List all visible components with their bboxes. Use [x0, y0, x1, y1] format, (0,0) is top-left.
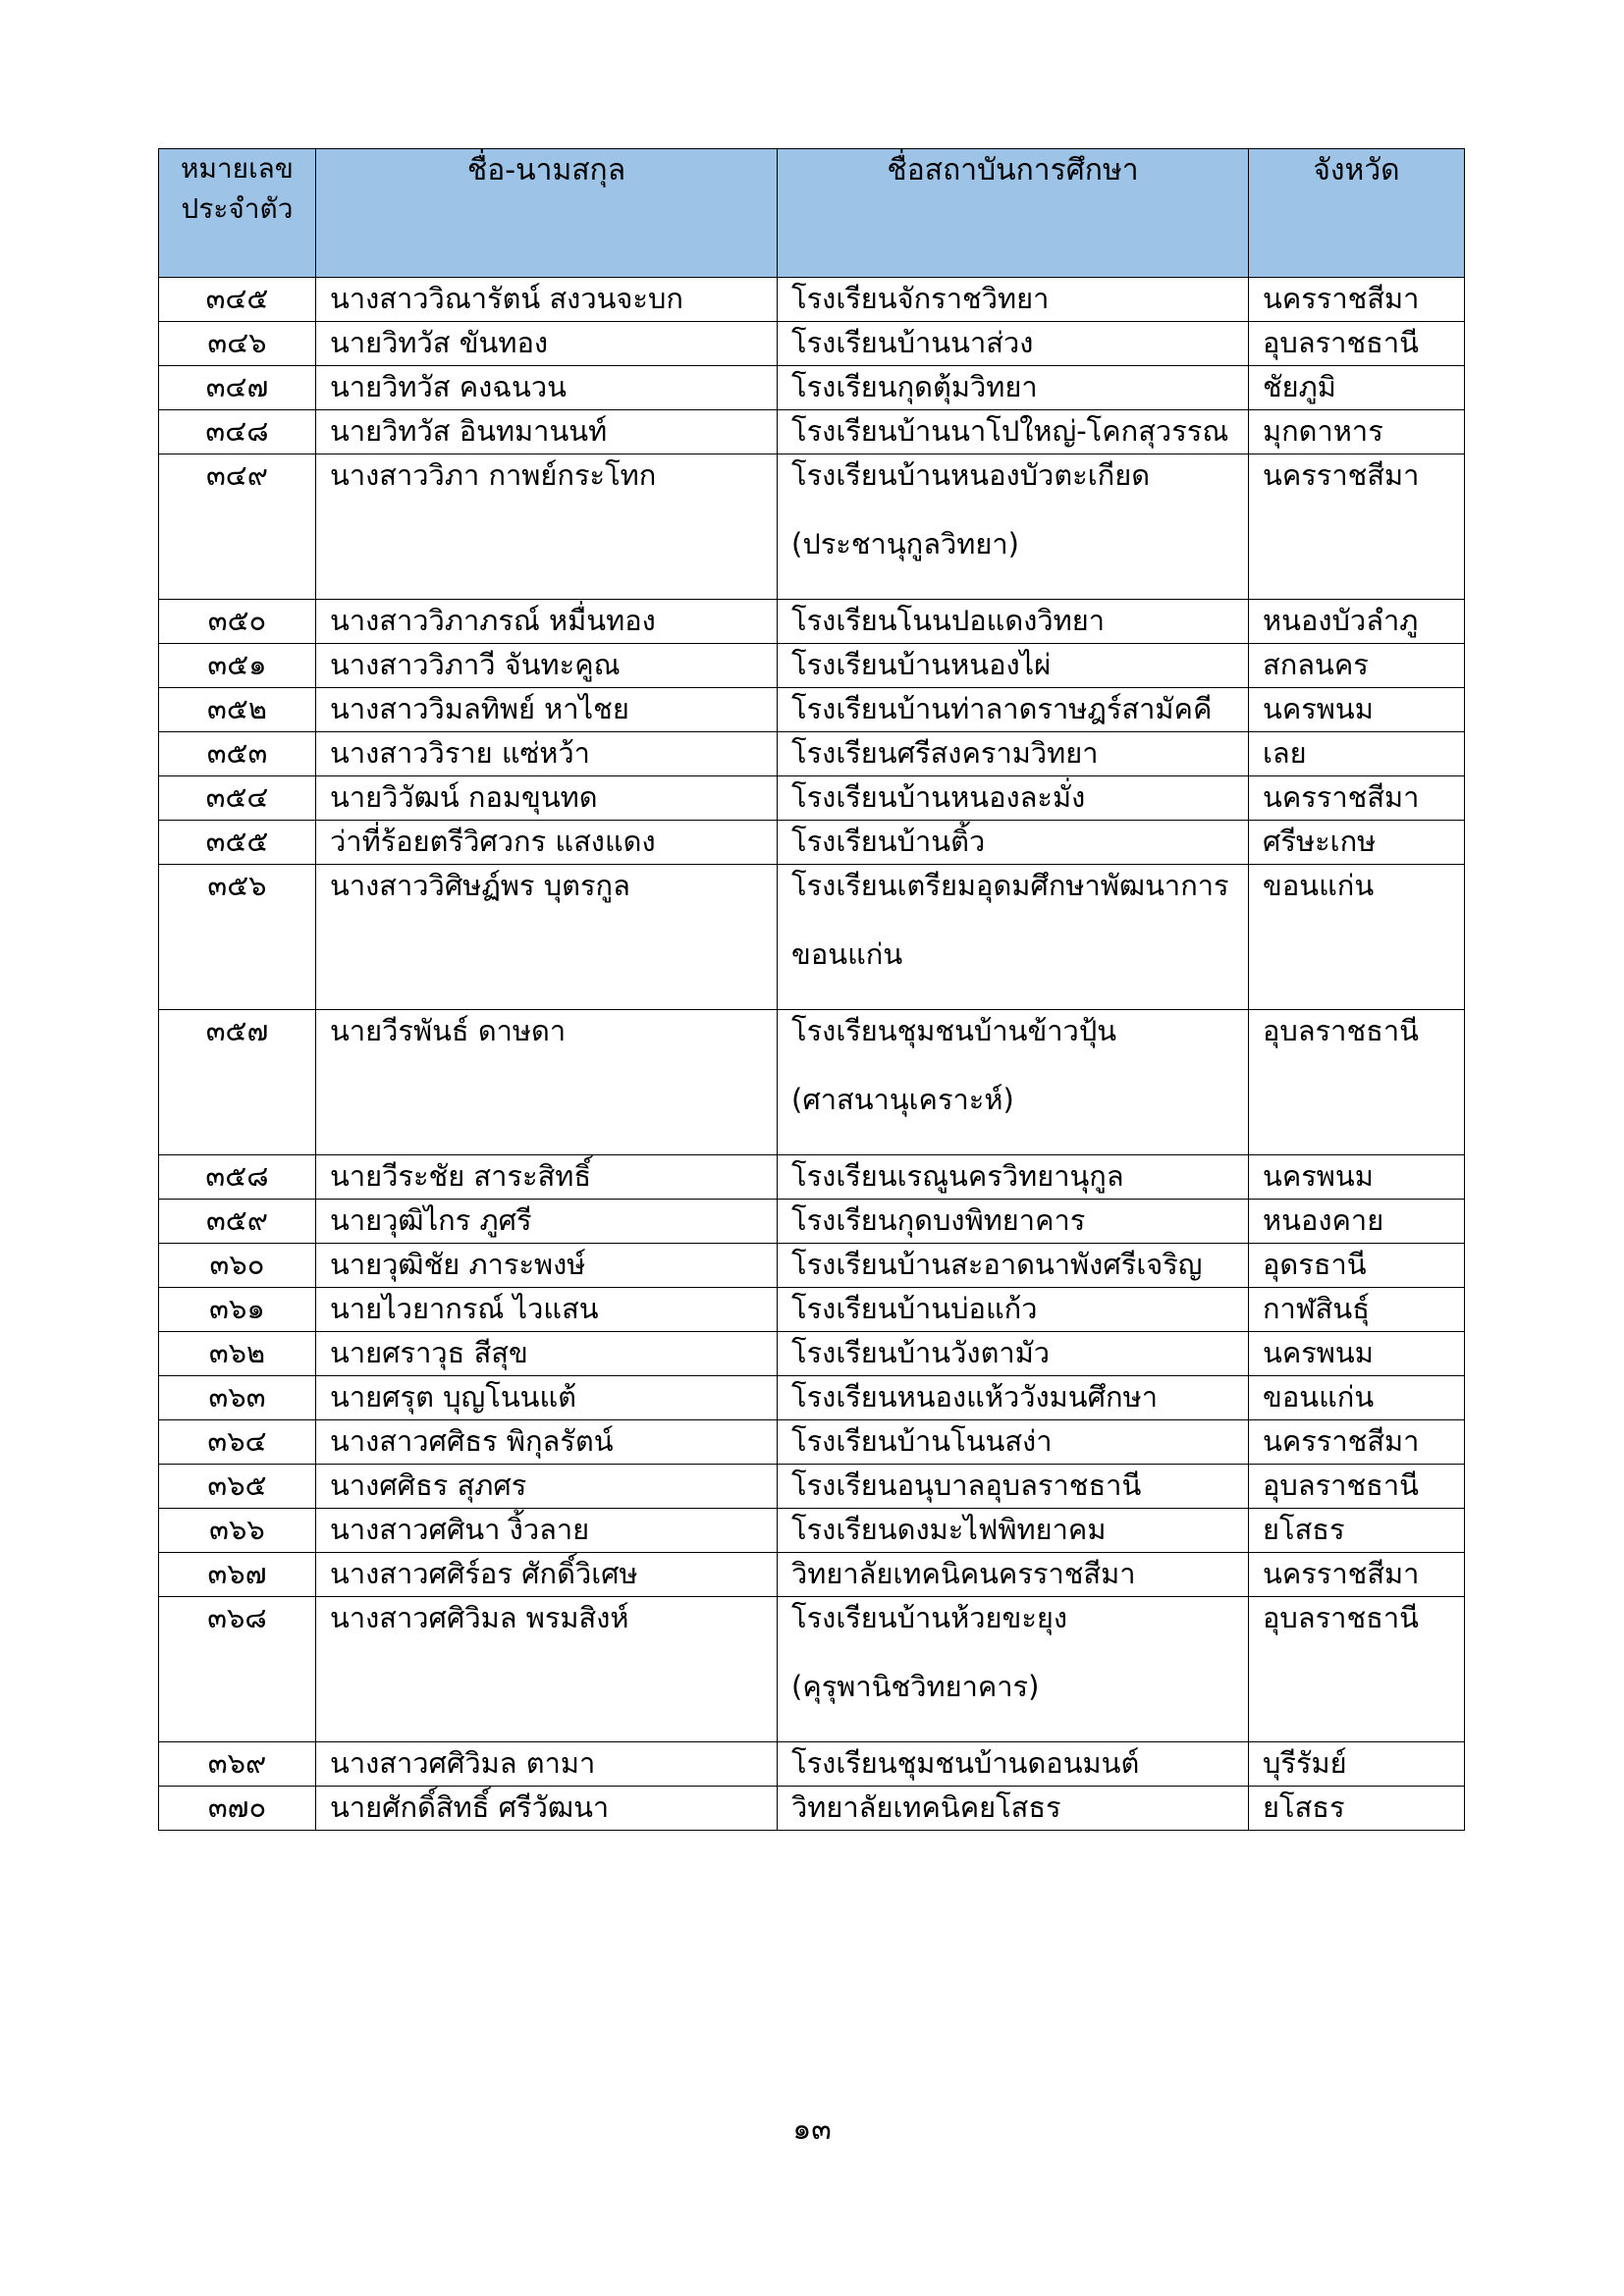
- cell-school: [778, 1465, 1249, 1509]
- cell-school: [778, 1420, 1249, 1465]
- table-row: [159, 1742, 1465, 1787]
- table-header: [159, 149, 1465, 278]
- cell-id: ๓๔๕: [159, 278, 316, 322]
- cell-school: [778, 410, 1249, 454]
- table-row: [159, 410, 1465, 454]
- cell-id: ๓๖๙: [159, 1742, 316, 1787]
- cell-id: ๓๕๗: [159, 1010, 316, 1155]
- table-row: [159, 322, 1465, 366]
- cell-id: ๓๖๑: [159, 1288, 316, 1332]
- cell-province: นครพนม: [1249, 688, 1465, 732]
- cell-province: กาฬสินธุ์: [1249, 1288, 1465, 1332]
- cell-school-line1: โรงเรียนบ้านหนองละมั่ง: [791, 780, 1086, 814]
- cell-name: นายศักดิ์สิทธิ์ ศรีวัฒนา: [316, 1787, 778, 1831]
- table-row: [159, 1288, 1465, 1332]
- cell-name: นางสาววิมลทิพย์ หาไชย: [316, 688, 778, 732]
- cell-name: นางสาววิณารัตน์ สงวนจะบก: [316, 278, 778, 322]
- cell-id: ๓๕๘: [159, 1155, 316, 1200]
- cell-school: [778, 688, 1249, 732]
- cell-name: นางสาวศศินา งิ้วลาย: [316, 1509, 778, 1553]
- cell-name: นางสาวศศิร์อร ศักดิ์วิเศษ: [316, 1553, 778, 1597]
- cell-school-line2: ขอนแก่น: [791, 936, 903, 971]
- table-row: [159, 1155, 1465, 1200]
- cell-province: นครราชสีมา: [1249, 776, 1465, 821]
- cell-name: นายศราวุธ สีสุข: [316, 1332, 778, 1376]
- cell-name: นางสาวศศิธร พิกุลรัตน์: [316, 1420, 778, 1465]
- cell-id: ๓๕๔: [159, 776, 316, 821]
- cell-name: นางสาววิศิษฏ์พร บุตรกูล: [316, 865, 778, 1010]
- cell-id: ๓๕๒: [159, 688, 316, 732]
- cell-province: อุบลราชธานี: [1249, 1010, 1465, 1155]
- header-row: [159, 149, 1465, 278]
- table-row: [159, 776, 1465, 821]
- cell-province: หนองคาย: [1249, 1200, 1465, 1244]
- cell-school-line2: (คุรุพานิชวิทยาคาร): [791, 1669, 1040, 1703]
- table-row: [159, 1244, 1465, 1288]
- cell-id: ๓๕๙: [159, 1200, 316, 1244]
- cell-name: นางสาวศศิวิมล พรมสิงห์: [316, 1597, 778, 1742]
- cell-province: อุบลราชธานี: [1249, 322, 1465, 366]
- cell-name: นางสาวศศิวิมล ตามา: [316, 1742, 778, 1787]
- column-header-province: จังหวัด: [1249, 149, 1465, 278]
- cell-province: นครราชสีมา: [1249, 1420, 1465, 1465]
- cell-name: นางสาววิภา กาพย์กระโทก: [316, 454, 778, 600]
- cell-id: ๓๖๓: [159, 1376, 316, 1420]
- cell-province: อุดรธานี: [1249, 1244, 1465, 1288]
- page-number: ๑๓: [792, 2112, 832, 2147]
- cell-school-line1: โรงเรียนบ้านหนองไผ่: [791, 648, 1052, 681]
- cell-school: [778, 1509, 1249, 1553]
- cell-school-line1: โรงเรียนดงมะไฟพิทยาคม: [791, 1513, 1107, 1546]
- cell-name: นายวิทวัส คงฉนวน: [316, 366, 778, 410]
- cell-school-line1: โรงเรียนบ้านนาส่วง: [791, 326, 1034, 359]
- cell-school-line1: โรงเรียนศรีสงครามวิทยา: [791, 736, 1099, 770]
- cell-id: ๓๖๔: [159, 1420, 316, 1465]
- cell-school-line1: โรงเรียนบ้านติ้ว: [791, 825, 986, 858]
- cell-id: ๓๕๖: [159, 865, 316, 1010]
- table-row: [159, 644, 1465, 688]
- cell-name: นายวุฒิไกร ภูศรี: [316, 1200, 778, 1244]
- cell-school-line1: วิทยาลัยเทคนิคยโสธร: [791, 1790, 1061, 1824]
- cell-school: [778, 1288, 1249, 1332]
- cell-province: ชัยภูมิ: [1249, 366, 1465, 410]
- cell-school: [778, 366, 1249, 410]
- cell-name: นางศศิธร สุภศร: [316, 1465, 778, 1509]
- cell-province: อุบลราชธานี: [1249, 1465, 1465, 1509]
- table-row: [159, 865, 1465, 1010]
- cell-school: [778, 1742, 1249, 1787]
- table-row: [159, 1376, 1465, 1420]
- cell-province: นครราชสีมา: [1249, 454, 1465, 600]
- cell-name: นายศรุต บุญโนนแต้: [316, 1376, 778, 1420]
- cell-name: นายวิวัฒน์ กอมขุนทด: [316, 776, 778, 821]
- cell-school-line1: วิทยาลัยเทคนิคนครราชสีมา: [791, 1557, 1136, 1590]
- cell-name: นายวิทวัส อินทมานนท์: [316, 410, 778, 454]
- cell-school: [778, 1787, 1249, 1831]
- column-header-id: [159, 149, 316, 278]
- cell-name: นายวิทวัส ขันทอง: [316, 322, 778, 366]
- cell-school-line1: โรงเรียนเรณูนครวิทยานุกูล: [791, 1159, 1124, 1193]
- cell-id: ๓๖๘: [159, 1597, 316, 1742]
- cell-school-line1: โรงเรียนหนองแห้ววังมนศึกษา: [791, 1380, 1158, 1414]
- cell-id: ๓๔๗: [159, 366, 316, 410]
- cell-id: ๓๕๐: [159, 600, 316, 644]
- cell-school-line1: โรงเรียนบ้านสะอาดนาพังศรีเจริญ: [791, 1248, 1203, 1281]
- cell-school: [778, 600, 1249, 644]
- cell-school: [778, 454, 1249, 600]
- cell-school-line1: โรงเรียนบ้านหนองบัวตะเกียด: [791, 458, 1151, 492]
- table-row: [159, 821, 1465, 865]
- cell-school-line1: โรงเรียนบ้านนาโปใหญ่-โคกสุวรรณ: [791, 414, 1229, 448]
- cell-school: [778, 1332, 1249, 1376]
- cell-school-line1: โรงเรียนจักราชวิทยา: [791, 282, 1050, 315]
- table-row: [159, 1332, 1465, 1376]
- cell-province: นครราชสีมา: [1249, 1553, 1465, 1597]
- cell-id: ๓๗๐: [159, 1787, 316, 1831]
- cell-school-line1: โรงเรียนกุดบงพิทยาคาร: [791, 1203, 1086, 1237]
- cell-id: ๓๖๗: [159, 1553, 316, 1597]
- table-row: [159, 278, 1465, 322]
- cell-id: ๓๔๖: [159, 322, 316, 366]
- cell-school: [778, 732, 1249, 776]
- cell-province: นครพนม: [1249, 1332, 1465, 1376]
- cell-school: [778, 1244, 1249, 1288]
- table-row: [159, 1787, 1465, 1831]
- cell-name: นายวีรพันธ์ ดาษดา: [316, 1010, 778, 1155]
- cell-school-line1: โรงเรียนบ้านโนนสง่า: [791, 1424, 1053, 1458]
- cell-school-line1: โรงเรียนอนุบาลอุบลราชธานี: [791, 1468, 1142, 1502]
- cell-province: หนองบัวลำภู: [1249, 600, 1465, 644]
- cell-province: นครราชสีมา: [1249, 278, 1465, 322]
- cell-id: ๓๔๙: [159, 454, 316, 600]
- cell-province: ยโสธร: [1249, 1509, 1465, 1553]
- cell-school-line2: (ศาสนานุเคราะห์): [791, 1082, 1014, 1116]
- cell-school: [778, 644, 1249, 688]
- cell-school: [778, 1200, 1249, 1244]
- table-row: [159, 1465, 1465, 1509]
- cell-name: นางสาววิภาภรณ์ หมื่นทอง: [316, 600, 778, 644]
- cell-school: [778, 821, 1249, 865]
- cell-school-line1: โรงเรียนชุมชนบ้านดอนมนต์: [791, 1746, 1140, 1780]
- cell-province: ขอนแก่น: [1249, 1376, 1465, 1420]
- cell-school-line1: โรงเรียนเตรียมอุดมศึกษาพัฒนาการ: [791, 869, 1229, 902]
- roster-table: [158, 148, 1465, 1831]
- cell-province: สกลนคร: [1249, 644, 1465, 688]
- cell-province: อุบลราชธานี: [1249, 1597, 1465, 1742]
- table-row: [159, 1200, 1465, 1244]
- cell-name: นางสาววิราย แซ่หว้า: [316, 732, 778, 776]
- cell-school: [778, 1376, 1249, 1420]
- cell-school-line2: (ประชานุกูลวิทยา): [791, 526, 1019, 561]
- table-row: [159, 1509, 1465, 1553]
- cell-school-line1: โรงเรียนชุมชนบ้านข้าวปุ้น: [791, 1014, 1117, 1047]
- table-row: [159, 454, 1465, 600]
- cell-name: นายวุฒิชัย ภาระพงษ์: [316, 1244, 778, 1288]
- cell-school: [778, 1597, 1249, 1742]
- cell-name: ว่าที่ร้อยตรีวิศวกร แสงแดง: [316, 821, 778, 865]
- cell-school: [778, 278, 1249, 322]
- table-row: [159, 600, 1465, 644]
- cell-id: ๓๕๑: [159, 644, 316, 688]
- cell-id: ๓๖๕: [159, 1465, 316, 1509]
- cell-id: ๓๔๘: [159, 410, 316, 454]
- cell-province: นครพนม: [1249, 1155, 1465, 1200]
- table-row: [159, 1010, 1465, 1155]
- cell-province: เลย: [1249, 732, 1465, 776]
- table-row: [159, 366, 1465, 410]
- cell-school: [778, 1553, 1249, 1597]
- cell-name: นายไวยากรณ์ ไวแสน: [316, 1288, 778, 1332]
- table-row: [159, 1553, 1465, 1597]
- cell-province: ขอนแก่น: [1249, 865, 1465, 1010]
- table-body: [159, 278, 1465, 1831]
- table-row: [159, 1420, 1465, 1465]
- cell-province: บุรีรัมย์: [1249, 1742, 1465, 1787]
- cell-school: [778, 865, 1249, 1010]
- table-row: [159, 1597, 1465, 1742]
- cell-id: ๓๖๖: [159, 1509, 316, 1553]
- cell-name: นางสาววิภาวี จันทะคูณ: [316, 644, 778, 688]
- cell-school-line1: โรงเรียนบ้านห้วยขะยุง: [791, 1601, 1068, 1634]
- cell-id: ๓๕๕: [159, 821, 316, 865]
- roster-table-container: [158, 148, 1464, 1831]
- cell-school: [778, 1155, 1249, 1200]
- column-header-school: ชื่อสถาบันการศึกษา: [778, 149, 1249, 278]
- column-header-name: ชื่อ-นามสกุล: [316, 149, 778, 278]
- cell-id: ๓๖๐: [159, 1244, 316, 1288]
- cell-school: [778, 776, 1249, 821]
- column-header-id-line2: ประจำตัว: [181, 191, 294, 225]
- cell-school: [778, 1010, 1249, 1155]
- cell-school-line1: โรงเรียนบ้านบ่อแก้ว: [791, 1292, 1038, 1325]
- cell-name: นายวีระชัย สาระสิทธิ์: [316, 1155, 778, 1200]
- cell-province: ศรีษะเกษ: [1249, 821, 1465, 865]
- cell-school-line1: โรงเรียนโนนปอแดงวิทยา: [791, 604, 1106, 637]
- table-row: [159, 688, 1465, 732]
- cell-school: [778, 322, 1249, 366]
- column-header-id-line1: หมายเลข: [181, 152, 294, 185]
- cell-id: ๓๕๓: [159, 732, 316, 776]
- cell-school-line1: โรงเรียนบ้านวังตามัว: [791, 1336, 1051, 1369]
- cell-id: ๓๖๒: [159, 1332, 316, 1376]
- cell-province: ยโสธร: [1249, 1787, 1465, 1831]
- table-row: [159, 732, 1465, 776]
- cell-school-line1: โรงเรียนกุดตุ้มวิทยา: [791, 370, 1038, 403]
- cell-province: มุกดาหาร: [1249, 410, 1465, 454]
- cell-school-line1: โรงเรียนบ้านท่าลาดราษฎร์สามัคคี: [791, 692, 1213, 725]
